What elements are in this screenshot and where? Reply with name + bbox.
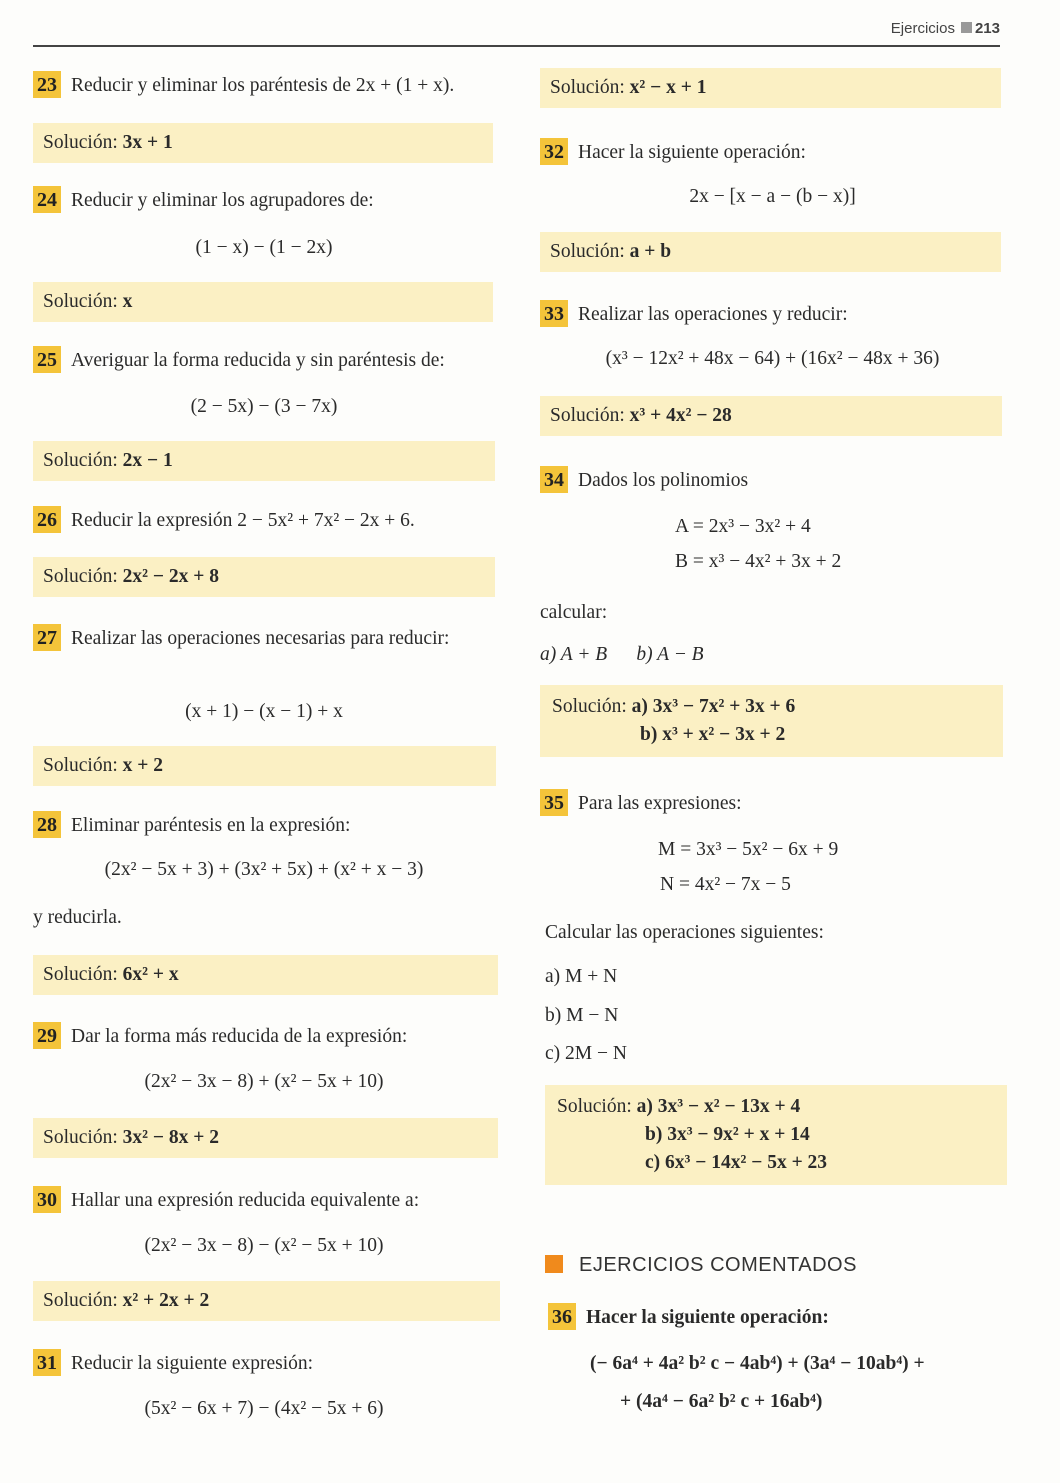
expression-31: (5x² − 6x + 7) − (4x² − 5x + 6) (144, 1398, 384, 1419)
exercise-36 (548, 1303, 1005, 1330)
header-section: Ejercicios (890, 20, 955, 37)
solution-value: x² + 2x + 2 (122, 1290, 210, 1311)
exercise-text: Reducir la expresión 2 − 5x² + 7x² − 2x + 6. (71, 510, 415, 531)
exercise-number: 25 (33, 346, 61, 373)
expression-33: (x³ − 12x² + 48x − 64) + (16x² − 48x + 36) (605, 348, 940, 369)
exercise-number: 27 (33, 624, 61, 651)
solution-30: Solución: x² + 2x + 2 (33, 1281, 500, 1321)
exercise-28 (33, 811, 495, 838)
polynomial-B: B = x³ − 4x² + 3x + 2 (675, 551, 842, 572)
solution-25: Solución: 2x − 1 (33, 441, 495, 481)
section-square-icon (545, 1255, 563, 1273)
solution-value: 3x² − 8x + 2 (122, 1127, 219, 1148)
solution-value: x (122, 291, 133, 312)
exercise-number: 28 (33, 811, 61, 838)
option-a: a) M + N (545, 966, 618, 987)
solution-26: Solución: 2x² − 2x + 8 (33, 557, 495, 597)
exercise-33 (540, 300, 1005, 327)
exercise-number: 34 (540, 466, 568, 493)
solution-34: Solución: a) 3x³ − 7x² + 3x + 6 b) x³ + x² − 3x + 2 (540, 685, 1003, 757)
exercise-text: Dados los polinomios (578, 470, 749, 491)
solution-31: Solución: x² − x + 1 (540, 68, 1001, 108)
solution-33: Solución: x³ + 4x² − 28 (540, 396, 1002, 436)
exercise-number: 31 (33, 1349, 61, 1376)
page-number: 213 (974, 20, 1000, 37)
exercise-number: 23 (33, 71, 61, 98)
exercise-34 (540, 466, 1005, 493)
option-c: c) 2M − N (545, 1043, 627, 1064)
expression-28: (2x² − 5x + 3) + (3x² + 5x) + (x² + x − 3) (104, 859, 424, 880)
exercise-23 (33, 71, 495, 98)
exercise-number: 26 (33, 506, 61, 533)
option-b: b) M − N (545, 1005, 619, 1026)
solution-value: x³ + 4x² − 28 (629, 405, 732, 426)
exercise-text: Para las expresiones: (578, 793, 742, 814)
solution-value: 2x² − 2x + 8 (122, 566, 219, 587)
header-rule (33, 45, 1000, 47)
exercise-text: Hacer la siguiente operación: (578, 142, 806, 163)
expression-36-line2: + (4a⁴ − 6a² b² c + 16ab⁴) (620, 1391, 823, 1412)
solution-c: c) 6x³ − 14x² − 5x + 23 (645, 1152, 828, 1173)
expression-27: (x + 1) − (x − 1) + x (185, 701, 343, 722)
expression-M: M = 3x³ − 5x² − 6x + 9 (658, 839, 839, 860)
expression-N: N = 4x² − 7x − 5 (660, 874, 791, 895)
exercise-31 (33, 1349, 495, 1376)
exercise-number: 24 (33, 186, 61, 213)
polynomial-A: A = 2x³ − 3x² + 4 (675, 516, 811, 537)
exercise-26 (33, 506, 495, 533)
exercise-number: 30 (33, 1186, 61, 1213)
exercise-29 (33, 1022, 495, 1049)
section-heading (545, 1254, 857, 1277)
solution-a: a) 3x³ − x² − 13x + 4 (636, 1096, 801, 1117)
solution-a: a) 3x³ − 7x² + 3x + 6 (631, 696, 796, 717)
exercise-number: 36 (548, 1303, 576, 1330)
exercise-number: 29 (33, 1022, 61, 1049)
solution-28: Solución: 6x² + x (33, 955, 498, 995)
exercise-28-after: y reducirla. (33, 907, 122, 928)
expression-36-line1: (− 6a⁴ + 4a² b² c − 4ab⁴) + (3a⁴ − 10ab⁴) + (590, 1353, 925, 1374)
header-square-icon (961, 22, 972, 33)
expression-32: 2x − [x − a − (b − x)] (689, 186, 856, 207)
solution-value: x² − x + 1 (629, 77, 707, 98)
solution-29: Solución: 3x² − 8x + 2 (33, 1118, 498, 1158)
exercise-30 (33, 1186, 495, 1213)
solution-value: 3x + 1 (122, 132, 173, 153)
solution-b: b) x³ + x² − 3x + 2 (640, 724, 786, 745)
exercise-number: 32 (540, 138, 568, 165)
exercise-number: 35 (540, 789, 568, 816)
exercise-text: Realizar las operaciones necesarias para reducir: (71, 628, 450, 649)
expression-25: (2 − 5x) − (3 − 7x) (190, 396, 338, 417)
exercise-text: Hacer la siguiente operación: (586, 1307, 829, 1328)
expression-30: (2x² − 3x − 8) − (x² − 5x + 10) (144, 1235, 384, 1256)
solution-35: Solución: a) 3x³ − x² − 13x + 4 b) 3x³ − 9x² + x + 14 c) 6x³ − 14x² − 5x + 23 (545, 1085, 1007, 1185)
exercise-text: Eliminar paréntesis en la expresión: (71, 815, 351, 836)
exercise-35-calc: Calcular las operaciones siguientes: (545, 922, 824, 943)
expression-24: (1 − x) − (1 − 2x) (195, 237, 333, 258)
exercise-24 (33, 186, 495, 213)
exercise-text: Dar la forma más reducida de la expresión: (71, 1026, 408, 1047)
section-title: EJERCICIOS COMENTADOS (579, 1254, 857, 1276)
solution-value: x + 2 (122, 755, 164, 776)
solution-value: 6x² + x (122, 964, 179, 985)
exercise-text: Reducir la siguiente expresión: (71, 1353, 314, 1374)
exercise-32 (540, 138, 1005, 165)
solution-32: Solución: a + b (540, 232, 1001, 272)
exercise-35 (540, 789, 1005, 816)
solution-value: 2x − 1 (122, 450, 173, 471)
exercise-25 (33, 346, 495, 373)
solution-27: Solución: x + 2 (33, 746, 496, 786)
exercise-34-calc: calcular: (540, 602, 608, 623)
exercise-number: 33 (540, 300, 568, 327)
solution-b: b) 3x³ − 9x² + x + 14 (645, 1124, 810, 1145)
solution-23: Solución: 3x + 1 (33, 123, 493, 163)
expression-29: (2x² − 3x − 8) + (x² − 5x + 10) (144, 1071, 384, 1092)
exercise-text: Hallar una expresión reducida equivalente a: (71, 1190, 420, 1211)
exercise-text: Averiguar la forma reducida y sin paréntesis de: (71, 350, 445, 371)
exercise-34-options: a) A + B b) A − B (540, 644, 704, 665)
solution-24: Solución: x (33, 282, 493, 322)
exercise-text: Reducir y eliminar los agrupadores de: (71, 190, 374, 211)
solution-value: a + b (629, 241, 672, 262)
page-header (891, 20, 1000, 37)
exercise-text: Realizar las operaciones y reducir: (578, 304, 848, 325)
exercise-text: Reducir y eliminar los paréntesis de 2x + (1 + x). (71, 75, 455, 96)
exercise-27 (33, 624, 495, 652)
